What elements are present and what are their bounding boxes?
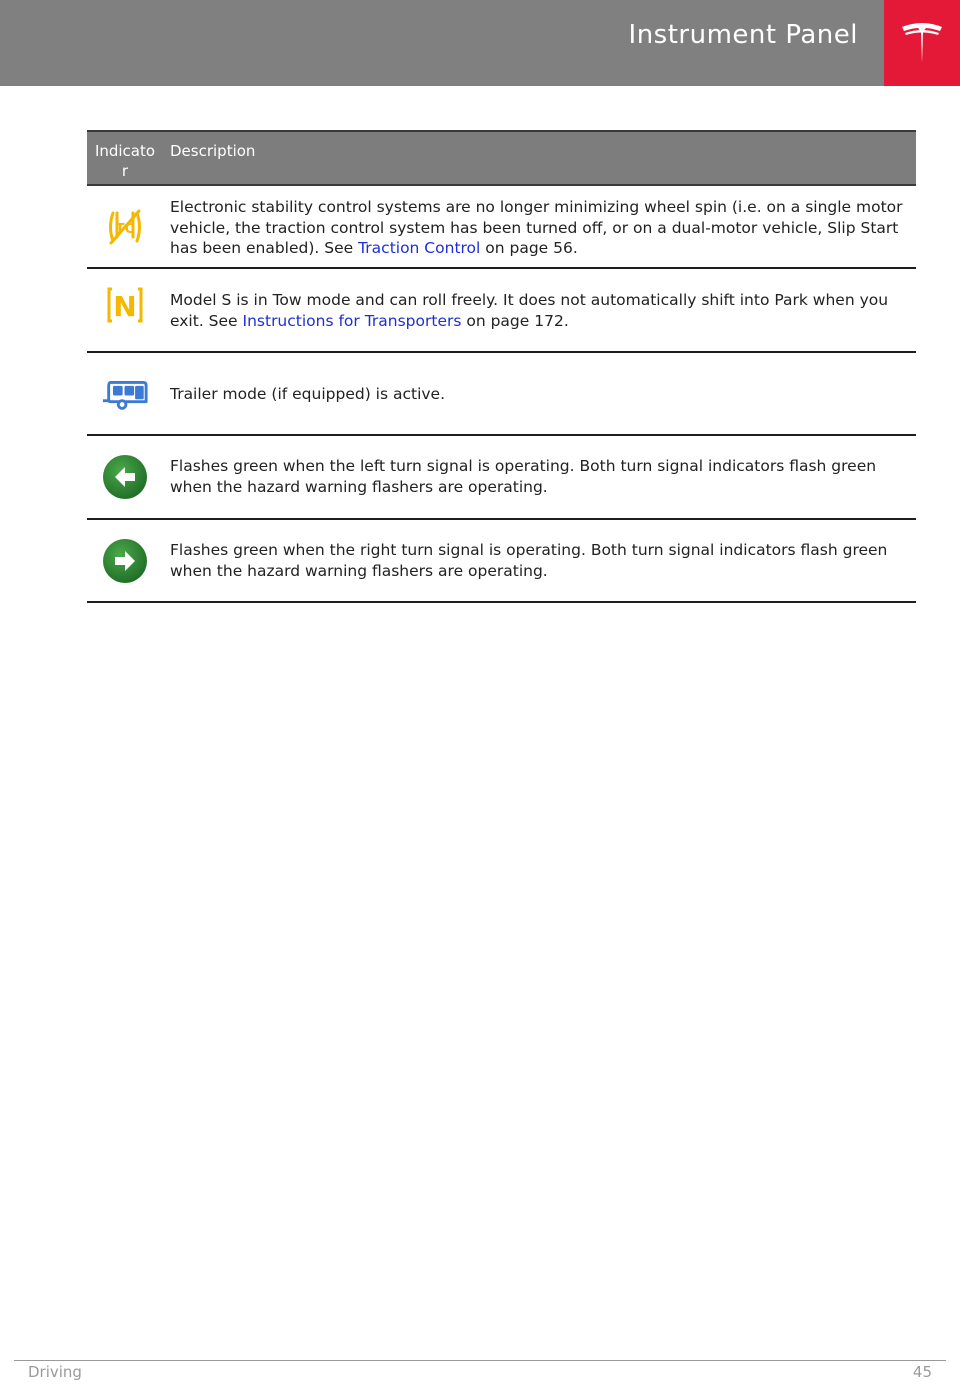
tesla-logo-icon xyxy=(896,17,948,69)
row-description: Flashes green when the right turn signal is operating. Both turn signal indicators flash green when the hazard warning flashers are operating. xyxy=(170,541,888,580)
trailer-icon xyxy=(101,370,149,418)
traction-control-off-icon xyxy=(101,203,149,251)
traction-control-link[interactable]: Traction Control xyxy=(358,239,481,257)
page-title: Instrument Panel xyxy=(628,20,858,50)
row-description: Flashes green when the left turn signal is operating. Both turn signal indicators flash green when the hazard warning flashers are operating. xyxy=(170,457,877,496)
row-description: Electronic stability control systems are no longer minimizing wheel spin (i.e. on a single motor vehicle, the traction control system has been turned off, or on a dual-motor vehicle, Slip Start has been enabled). See Traction Control on page 56. xyxy=(170,198,903,257)
tow-mode-n-icon xyxy=(101,281,149,329)
column-header-indicator: Indicator xyxy=(94,142,156,180)
table-row xyxy=(87,436,916,520)
table-header xyxy=(87,130,916,186)
header-bar xyxy=(0,0,960,86)
row-description: Model S is in Tow mode and can roll freely. It does not automatically shift into Park when you exit. See Instructions for Transporters on page 172. xyxy=(170,291,889,330)
indicator-table xyxy=(87,130,916,603)
right-turn-signal-icon xyxy=(101,537,149,585)
instructions-for-transporters-link[interactable]: Instructions for Transporters xyxy=(242,311,462,330)
column-header-description: Description xyxy=(170,142,256,160)
table-row xyxy=(87,269,916,353)
svg-text:N: N xyxy=(113,290,137,323)
footer-divider xyxy=(14,1360,946,1361)
table-row xyxy=(87,353,916,436)
svg-text:TC: TC xyxy=(115,222,135,237)
brand-logo xyxy=(884,0,960,86)
row-description: Trailer mode (if equipped) is active. xyxy=(170,385,446,403)
table-row xyxy=(87,186,916,269)
left-turn-signal-icon xyxy=(101,453,149,501)
footer-section: Driving xyxy=(28,1363,82,1381)
table-row xyxy=(87,520,916,603)
page-number: 45 xyxy=(912,1363,932,1381)
